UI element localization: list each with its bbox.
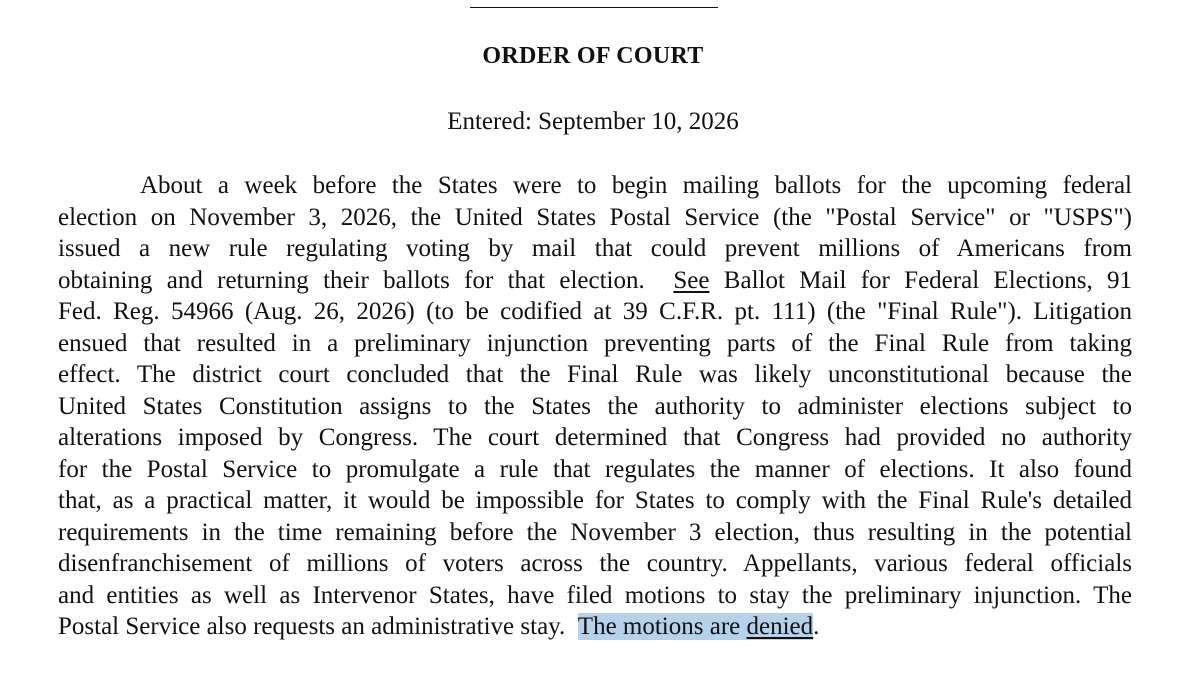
paragraph-line-11: that, as a practical matter, it would be impossible for States to comply with the Final Rule's detailed (58, 487, 1132, 514)
paragraph-line-1: About a week before the States were to begin mailing ballots for the upcoming federal (140, 172, 1132, 199)
paragraph-line-13: disenfranchisement of millions of voters across the country. Appellants, various federal officials (58, 550, 1132, 577)
motions-phrase: The motions are (577, 613, 741, 640)
order-title: ORDER OF COURT (482, 43, 704, 69)
paragraph-line-5: Fed. Reg. 54966 (Aug. 26, 2026) (to be codified at 39 C.F.R. pt. 111) (the "Final Rule"). Litigation (58, 298, 1132, 325)
paragraph-line-4 (58, 265, 1132, 297)
paragraph-line-15 (58, 611, 1132, 643)
entered-date: Entered: September 10, 2026 (447, 108, 739, 135)
citation-start: Ballot Mail for Federal Elections, 91 (723, 266, 1133, 294)
paragraph-line-10: for the Postal Service to promulgate a rule that regulates the manner of elections. It also found (58, 455, 1132, 483)
paragraph-line-9: alterations imposed by Congress. The court determined that Congress had provided no authority (58, 424, 1132, 451)
highlighted-selection[interactable] (578, 613, 813, 640)
paragraph-line-14: and entities as well as Intervenor States, have filed motions to stay the preliminary injunction. The (58, 581, 1132, 609)
order-paragraph (58, 170, 1132, 643)
paragraph-line-2: election on November 3, 2026, the United States Postal Service (the "Postal Service" or "USPS") (58, 203, 1132, 231)
paragraph-line-3: issued a new rule regulating voting by mail that could prevent millions of Americans from (58, 235, 1132, 262)
paragraph-line-12: requirements in the time remaining before the November 3 election, thus resulting in the potential (58, 518, 1132, 546)
paragraph-line-15-text: Postal Service also requests an administrative stay. (58, 613, 566, 640)
final-period: . (813, 613, 820, 640)
denied-word: denied (746, 613, 814, 640)
paragraph-line-6: ensued that resulted in a preliminary injunction preventing parts of the Final Rule from taking (58, 329, 1132, 357)
top-rule-divider (470, 7, 718, 8)
paragraph-line-8: United States Constitution assigns to the States the authority to administer elections subject to (58, 392, 1132, 420)
see-signal: See (673, 266, 710, 294)
paragraph-line-4-text: obtaining and returning their ballots for that election. (58, 266, 645, 294)
paragraph-line-7: effect. The district court concluded that the Final Rule was likely unconstitutional because the (58, 361, 1132, 388)
